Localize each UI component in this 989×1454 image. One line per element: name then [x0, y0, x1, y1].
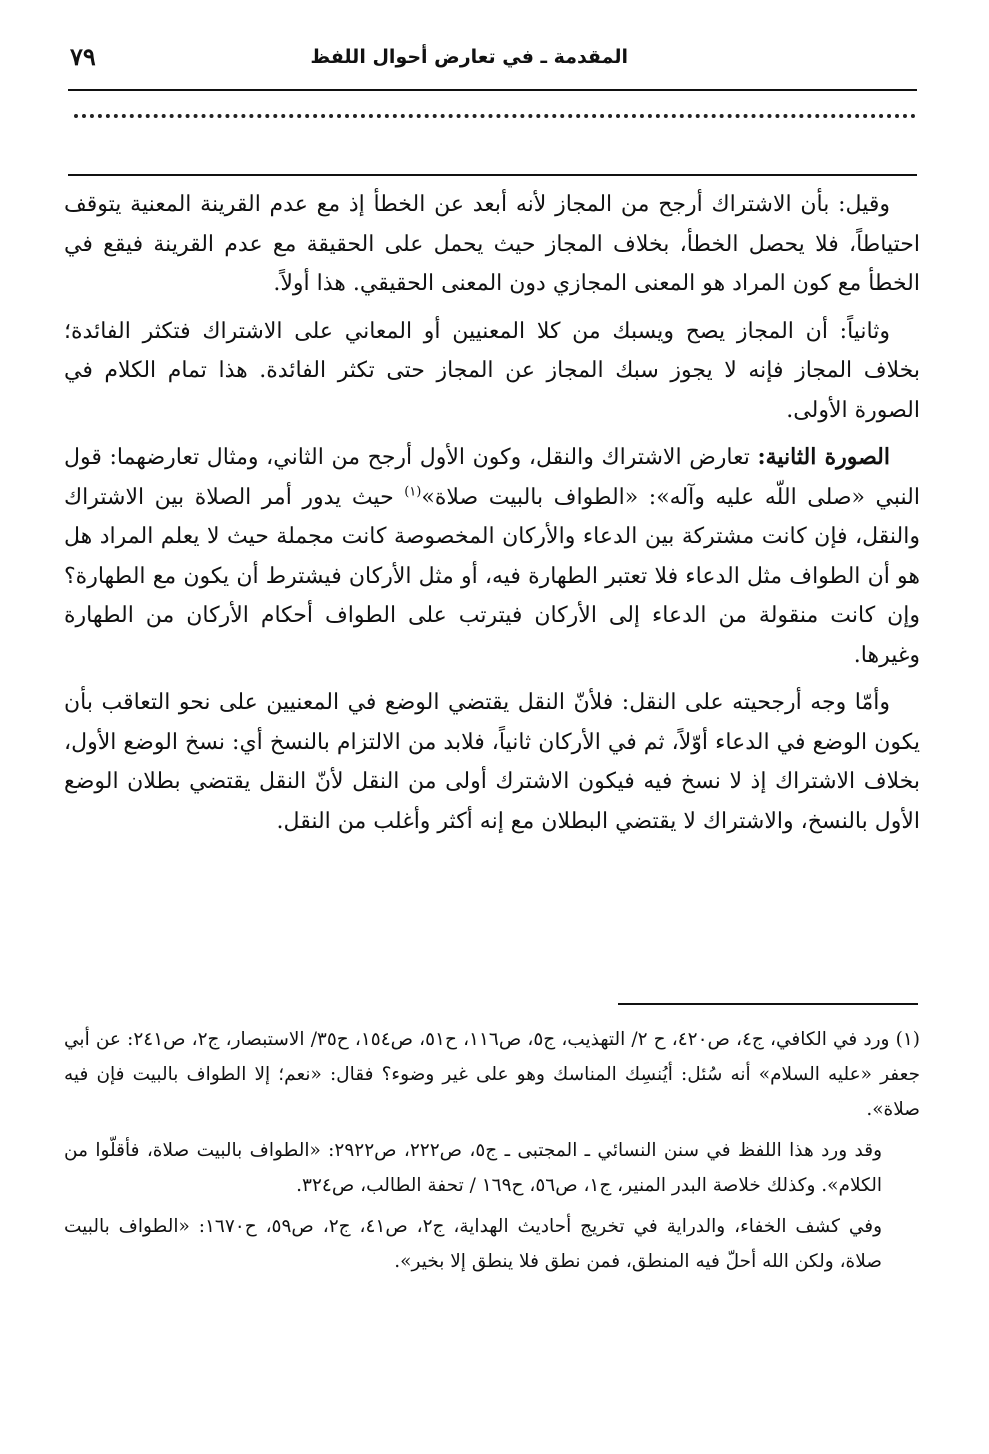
- paragraph-first-argument: وقيل: بأن الاشتراك أرجح من المجاز لأنه أبعد عن الخطأ إذ مع عدم القرينة المعنية يتوقف احتياطاً، فلا يحصل الخطأ، بخلاف المجاز حيث يحمل على الحقيقة مع عدم القرينة فيقع في الخطأ مع كون المراد هو المعنى المجازي دون المعنى الحقيقي. هذا أولاً.: [64, 192, 920, 296]
- page-number: ٧٩: [70, 42, 96, 71]
- paragraph-second-form: [64, 438, 920, 675]
- footnote-rule: [618, 1003, 918, 1005]
- running-header: [70, 38, 918, 82]
- chapter-title: المقدمة ـ في تعارض أحوال اللفظ: [310, 46, 628, 68]
- footnote-1: (١) ورد في الكافي، ج٤، ص٤٢٠، ح ٢/ التهذيب، ج٥، ص١١٦، ح٥١، ص١٥٤، ح٣٥/ الاستبصار، ج٢، ص٢٤١: عن أبي جعفر «عليه السلام» أنه سُئل: أيُنسِك المناسك وهو على غير وضوء؟ فقال: «نعم؛ إلا الطواف بالبيت فإن فيه صلاة».: [64, 1029, 921, 1120]
- section-lead: الصورة الثانية:: [757, 444, 890, 470]
- footnote-reference[interactable]: (١): [404, 484, 422, 500]
- dotted-separator: [74, 114, 916, 138]
- paragraph-text-part-a: تعارض الاشتراك والنقل، وكون الأول أرجح من الثاني، ومثال تعارضهما: قول النبي «صلى اللّه عليه وآله»: «الطواف بالبيت صلاة»: [64, 445, 920, 510]
- body-top-rule: [68, 174, 917, 176]
- paragraph-text-part-b: حيث يدور أمر الصلاة بين الاشتراك والنقل، فإن كانت مشتركة بين الدعاء والأركان المخصوصة كانت مجملة حيث لا يعلم المراد هل هو أن الطواف مثل الدعاء فلا تعتبر الطهارة فيه، أو مثل الأركان فيشترط أن يكون مع الطهارة؟ وإن كانت منقولة من الدعاء إلى الأركان فيترتب على الطواف أحكام الأركان من الطهارة وغيرها.: [64, 484, 920, 668]
- main-text: [64, 185, 920, 849]
- header-rule: [68, 89, 917, 91]
- footnotes: [64, 1022, 920, 1285]
- paragraph-second-argument: وثانياً: أن المجاز يصح ويسبك من كلا المعنيين أو المعاني على الاشتراك فتكثر الفائدة؛ بخلاف المجاز فإنه لا يجوز سبك المجاز عن المجاز حتى تكثر الفائدة. هذا تمام الكلام في الصورة الأولى.: [64, 318, 920, 423]
- footnote-1-continuation-2: وفي كشف الخفاء، والدراية في تخريج أحاديث الهداية، ج٢، ص٤١، ج٢، ص٥٩، ح١٦٧٠: «الطواف بالبيت صلاة، ولكن الله أحلّ فيه المنطق، فمن نطق فلا ينطق إلا بخير».: [64, 1216, 883, 1272]
- paragraph-preference-reason: وأمّا وجه أرجحيته على النقل: فلأنّ النقل يقتضي الوضع في المعنيين على نحو التعاقب بأن يكون الوضع في الدعاء أوّلاً، ثم في الأركان ثانياً، فلابد من الالتزام بالنسخ أي: نسخ الوضع الأول، بخلاف الاشتراك إذ لا نسخ فيه فيكون الاشترك أولى من النقل لأنّ النقل يقتضي بطلان الوضع الأول بالنسخ، والاشتراك لا يقتضي البطلان مع إنه أكثر وأغلب من النقل.: [64, 690, 920, 834]
- footnote-1-continuation: وقد ورد هذا اللفظ في سنن النسائي ـ المجتبى ـ ج٥، ص٢٢٢، ص٢٩٢٢: «الطواف بالبيت صلاة، فأقلّوا من الكلام». وكذلك خلاصة البدر المنير، ج١، ص٥٦، ح١٦٩ / تحفة الطالب، ص٣٢٤.: [64, 1140, 883, 1196]
